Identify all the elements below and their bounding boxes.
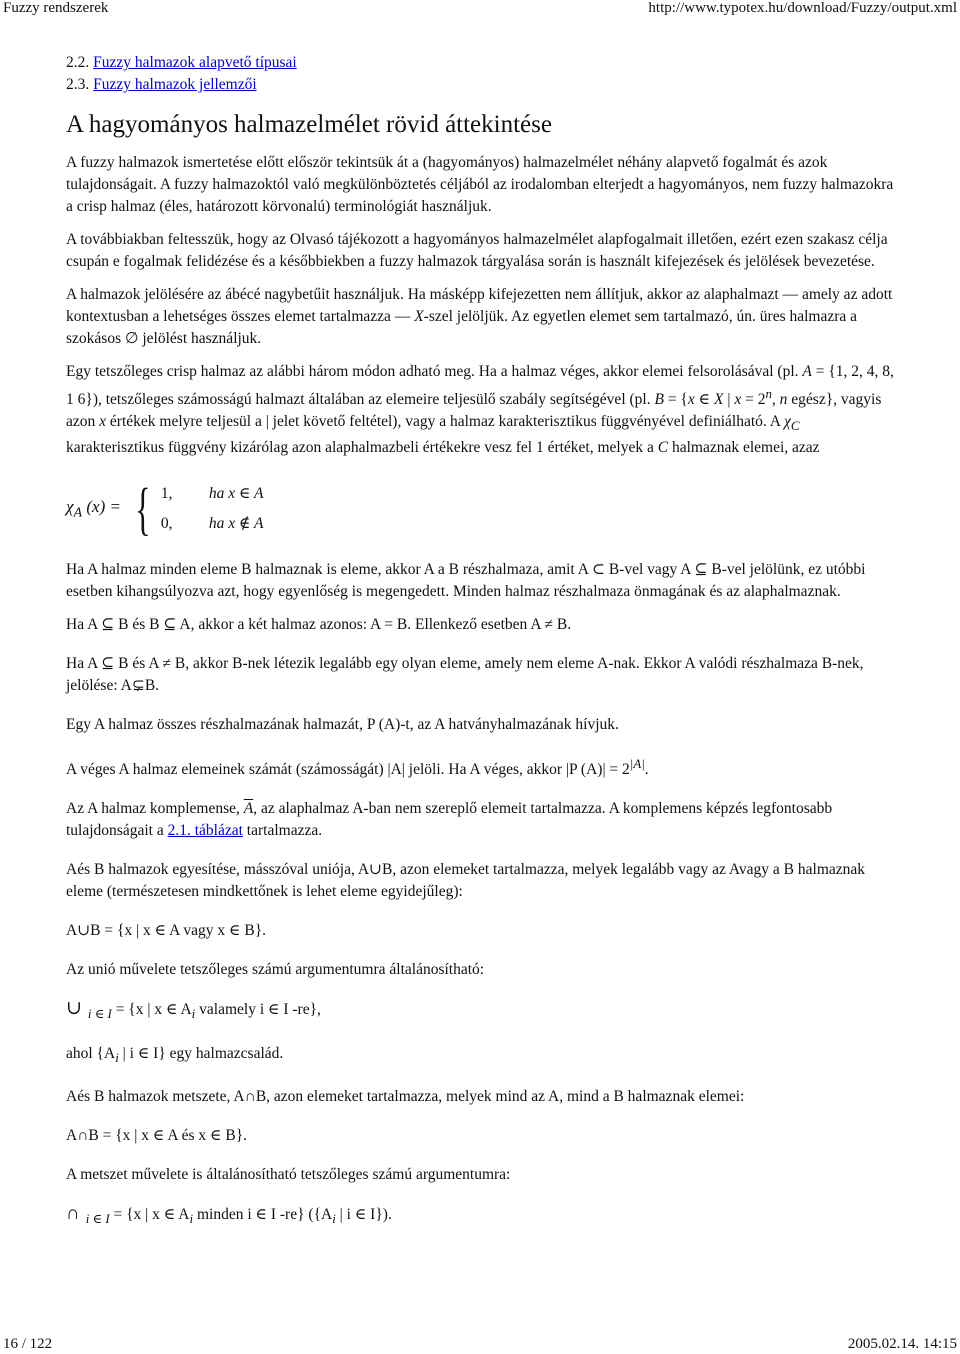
text-run: = { bbox=[663, 391, 688, 409]
paragraph: Ha A ⊆ B és B ⊆ A, akkor a két halmaz azonos: A = B. Ellenkező esetben A ≠ B. bbox=[66, 616, 572, 634]
left-brace-icon: { bbox=[135, 476, 151, 542]
math-var: X bbox=[414, 308, 424, 325]
math-sub: i bbox=[115, 1049, 119, 1065]
formula-cases bbox=[161, 483, 264, 535]
paragraph bbox=[66, 361, 894, 459]
paragraph: Az unió művelete tetszőleges számú argumentumra általánosítható: bbox=[66, 961, 485, 979]
text-run: Egy tetszőleges crisp halmaz az alábbi három módon adható meg. Ha a halmaz véges, akkor elemei felsorolásával (pl. bbox=[66, 363, 803, 380]
math-var: x bbox=[99, 413, 107, 431]
page-number: 16 / 122 bbox=[3, 1336, 53, 1352]
case-condition: ha x ∈ A bbox=[208, 485, 264, 503]
paragraph: A metszet művelete is általánosítható tetszőleges számú argumentumra: bbox=[66, 1165, 511, 1183]
text-run: értékek melyre teljesül a | jelet követő feltétel), vagy a halmaz karakterisztikus függvényével definiálható. A bbox=[106, 413, 784, 431]
math-sub: i ∈ I bbox=[85, 1210, 110, 1226]
page-header bbox=[0, 0, 960, 20]
toc-number: 2.3. bbox=[66, 76, 90, 93]
complement-symbol: $\overline{A}$ bbox=[243, 800, 254, 818]
empty-set-symbol: ∅ bbox=[124, 330, 139, 347]
math-sub: A bbox=[73, 503, 83, 520]
paragraph bbox=[66, 798, 894, 842]
paragraph bbox=[66, 284, 894, 350]
text-run: = {x | x ∈ A bbox=[111, 1001, 192, 1019]
text-run: minden i ∈ I -re} ({A bbox=[193, 1205, 333, 1223]
union-generalized bbox=[66, 998, 894, 1025]
text-run: . bbox=[644, 761, 649, 779]
math-var: x bbox=[687, 391, 695, 409]
paragraph: A fuzzy halmazok ismertetése előtt először tekintsük át a (hagyományos) halmazelmélet néhány alapvető fogalmát és azok tulajdonságait. A fuzzy halmazoktól való megkülönböztetés céljából az irodalomban elterjedt a hagyományos, nem fuzzy halmazokra a crisp halmaz (éles, határozott körvonalú) terminológiát használjuk. bbox=[66, 154, 894, 215]
union-definition: A∪B = {x | x ∈ A vagy x ∈ B}. bbox=[66, 922, 267, 940]
case-row bbox=[161, 483, 264, 505]
text-run: = {x | x ∈ A bbox=[109, 1205, 190, 1223]
text-run: karakterisztikus függvény kizárólag azon alaphalmazbeli értékekre vesz fel 1 értéket, melyek a bbox=[66, 439, 658, 457]
toc-number: 2.2. bbox=[66, 54, 90, 71]
case-value: 1, bbox=[160, 485, 173, 503]
paragraph bbox=[66, 753, 894, 781]
text-run: A véges A halmaz elemeinek számát (számosságát) |A| jelöli. Ha A véges, akkor |P (A)| = 2 bbox=[66, 761, 630, 779]
characteristic-function-formula bbox=[66, 476, 894, 542]
math-sup: n bbox=[765, 386, 772, 401]
chi-symbol: χ bbox=[783, 413, 791, 431]
math-var: x bbox=[734, 391, 742, 409]
paragraph: Aés B halmazok egyesítése, másszóval uniója, A∪B, azon elemeket tartalmazza, melyek legalább vagy az Avagy a B halmaznak eleme (természetesen mindkettőnek is lehet eleme egyidejűleg): bbox=[66, 861, 866, 901]
text-run: -szel jelöljük. Az egyetlen elemet sem tartalmazó, ún. üres halmazra a szokásos bbox=[66, 308, 858, 347]
toc-link[interactable]: Fuzzy halmazok alapvető típusai bbox=[93, 54, 297, 71]
text-run: A halmazok jelölésére az ábécé nagybetűit használjuk. Ha másképp kifejezetten nem állítjuk, akkor az alaphalmazt — amely az adott kontextusban a lehetséges összes elemet tartalmazza — bbox=[66, 286, 893, 325]
text-run: egész}, vagyis azon bbox=[66, 391, 882, 431]
text-run: ahol {A bbox=[66, 1044, 116, 1062]
header-title: Fuzzy rendszerek bbox=[3, 0, 109, 16]
toc bbox=[66, 52, 894, 96]
print-datetime: 2005.02.14. 14:15 bbox=[847, 1336, 957, 1352]
toc-item bbox=[66, 52, 894, 74]
case-row bbox=[161, 513, 264, 535]
intersection-operator-icon: ∩ bbox=[66, 1202, 80, 1224]
text-run: jelölést használjuk. bbox=[138, 330, 262, 347]
text-run: = 2 bbox=[741, 391, 766, 409]
text-run: , bbox=[771, 391, 780, 409]
math-sub: i bbox=[189, 1210, 194, 1226]
formula-lhs bbox=[66, 496, 121, 523]
math-sub: i bbox=[191, 1006, 196, 1022]
math-sub: i bbox=[332, 1210, 336, 1226]
math-var: X bbox=[714, 391, 724, 409]
text-run: | i ∈ I}). bbox=[335, 1205, 392, 1223]
math-var: C bbox=[657, 439, 669, 457]
case-condition: ha x ∉ A bbox=[208, 515, 264, 533]
paragraph: Ha A ⊆ B és A ≠ B, akkor B-nek létezik legalább egy olyan eleme, amely nem eleme A-nak. Ekkor A valódi részhalmaza B-nek, jelölése: A⊊B. bbox=[66, 655, 864, 695]
union-operator-icon: ∪ bbox=[66, 998, 82, 1020]
math-sub: i ∈ I bbox=[87, 1006, 112, 1022]
chi-symbol: χ bbox=[66, 496, 74, 516]
text-run: Az A halmaz komplemense, bbox=[66, 800, 244, 818]
text-run: ∈ bbox=[694, 391, 714, 409]
math-var: A bbox=[802, 363, 812, 380]
table-reference-link[interactable]: 2.1. táblázat bbox=[167, 822, 243, 840]
text-run: tartalmazza. bbox=[242, 822, 323, 840]
text-run: halmaznak elemei, azaz bbox=[668, 439, 820, 457]
text-run: valamely i ∈ I -re}, bbox=[195, 1001, 321, 1019]
text-run: = {1, 2, 4, 8, 1 6}), tetszőleges számosságú halmazt általában az elemeire teljesülő szabály segítségével (pl. bbox=[66, 363, 894, 409]
paragraph: A továbbiakban feltesszük, hogy az Olvasó tájékozott a hagyományos halmazelmélet alapfogalmait illetően, ezért ezen szakasz célja csupán e fogalmak felidézése és a későbbiekben a fuzzy halmazok tárgyalása során is használt kifejezések és jelölések bevezetése. bbox=[66, 231, 888, 270]
paragraph bbox=[66, 1043, 894, 1069]
formula-arg: (x) = bbox=[82, 496, 121, 516]
text-run: , az alaphalmaz A-ban nem szereplő elemeit tartalmazza. A komplemens képzés legfontosabb tulajdonságait a bbox=[66, 800, 833, 840]
math-sub: C bbox=[790, 418, 800, 434]
section-title: A hagyományos halmazelmélet rövid áttekintése bbox=[66, 111, 552, 138]
intersection-generalized bbox=[66, 1203, 894, 1230]
header-url: http://www.typotex.hu/download/Fuzzy/output.xml bbox=[648, 0, 957, 16]
toc-item bbox=[66, 74, 894, 96]
text-run: | i ∈ I} egy halmazcsalád. bbox=[118, 1044, 284, 1062]
page-footer bbox=[0, 1336, 960, 1354]
case-value: 0, bbox=[160, 515, 173, 533]
math-sup: |A| bbox=[629, 756, 645, 772]
math-var: n bbox=[779, 391, 788, 409]
document-body bbox=[66, 52, 894, 1247]
paragraph: Aés B halmazok metszete, A∩B, azon elemeket tartalmazza, melyek mind az A, mind a B halmaznak elemei: bbox=[66, 1087, 745, 1105]
paragraph: Egy A halmaz összes részhalmazának halmazát, P (A)-t, az A hatványhalmazának hívjuk. bbox=[66, 716, 619, 734]
text-run: | bbox=[723, 391, 735, 409]
paragraph: Ha A halmaz minden eleme B halmaznak is eleme, akkor A a B részhalmaza, amit A ⊂ B-vel vagy A ⊆ B-vel jelölünk, ez utóbbi esetben kihangsúlyozva azt, hogy egyenlőség is megengedett. Minden halmaz részhalmaza önmagának és az alaphalmaznak. bbox=[66, 561, 866, 601]
toc-link[interactable]: Fuzzy halmazok jellemzői bbox=[93, 76, 257, 93]
intersection-definition: A∩B = {x | x ∈ A és x ∈ B}. bbox=[66, 1126, 248, 1144]
math-var: B bbox=[654, 391, 664, 409]
